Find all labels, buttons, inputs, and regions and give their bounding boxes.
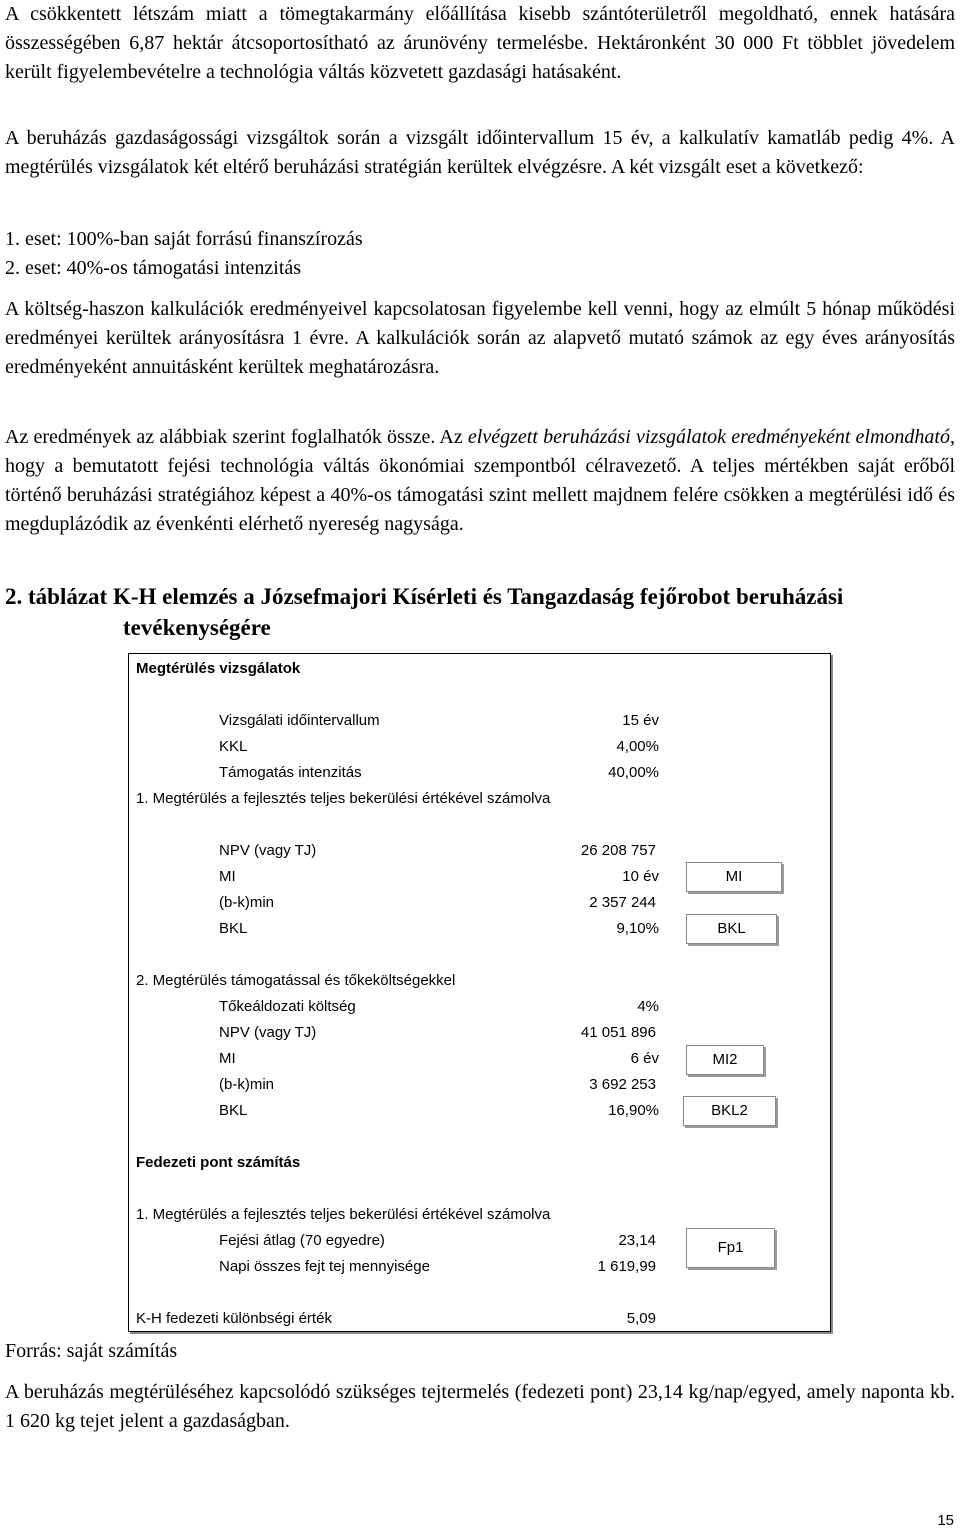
row-value: 26 208 757 [580,842,656,859]
row-value: 16,90% [608,1102,659,1119]
row-value: 10 év [622,868,659,885]
row-value: 23,14 [618,1232,656,1249]
row-value: 9,10% [616,920,659,937]
intro-paragraph: A csökkentett létszám miatt a tömegtakarmány előállítása kisebb szántóterületről megoldható, ennek hatására összességében 6,87 hektár átcsoportosítható az árunövény termelésbe. Hektáronként 30 000 Ft többlet jövedelem került figyelembevételre a technológia váltás közvetett gazdasági hatásaként. [5,3,955,83]
param-value: 40,00% [608,764,659,781]
row-label: NPV (vagy TJ) [219,1024,317,1041]
fp1-button[interactable]: Fp1 [686,1228,775,1268]
mi-button[interactable]: MI [686,862,782,892]
param-value: 15 év [622,712,659,729]
breakeven-header: Fedezeti pont számítás [136,1154,301,1171]
section3-title: 1. Megtérülés a fejlesztés teljes bekerülési értékével számolva [136,1206,551,1223]
diff-value: 5,09 [626,1310,656,1327]
row-label: MI [219,868,236,885]
conclusion-paragraph: A beruházás megtérüléséhez kapcsolódó szükséges tejtermelés (fedezeti pont) 23,14 kg/nap/egyed, amely naponta kb. 1 620 kg tejet jelent a gazdaságban. [5,1381,955,1432]
results-part2: , hogy a bemutatott fejési technológia váltás ökonómiai szempontból célravezető. A teljes mértékben saját erőből történő beruházási stratégiához képest a 40%-os támogatási szint mellett majdnem felére csökken a megtérülési idő és megduplázódik az évenkénti elérhető nyereség nagysága. [5,426,955,535]
row-label: BKL [219,1102,248,1119]
table-caption-line1: 2. táblázat K-H elemzés a Józsefmajori Kísérleti és Tangazdaság fejőrobot beruházási [5,584,844,609]
row-label: BKL [219,920,248,937]
row-label: Fejési átlag (70 egyedre) [219,1232,385,1249]
param-value: 4,00% [616,738,659,755]
table-caption-line2: tevékenységére [123,615,271,640]
param-label: Támogatás intenzitás [219,764,362,781]
results-part1: Az eredmények az alábbiak szerint foglalhatók össze. Az [5,426,468,448]
case-1: 1. eset: 100%-ban saját forrású finanszírozás [5,228,363,250]
table-caption [5,581,955,643]
case-2: 2. eset: 40%-os támogatási intenzitás [5,257,302,279]
row-label: (b-k)min [219,1076,274,1093]
row-value: 4% [637,998,659,1015]
payback-header: Megtérülés vizsgálatok [136,660,301,677]
row-value: 41 051 896 [580,1024,656,1041]
row-label: (b-k)min [219,894,274,911]
investment-paragraph: A beruházás gazdaságossági vizsgáltok során a vizsgált időintervallum 15 év, a kalkulatív kamatláb pedig 4%. A megtérülés vizsgálatok két eltérő beruházási stratégián kerültek elvégzésre. A két vizsgált eset a következő: [5,127,955,178]
results-paragraph [5,423,955,539]
calculation-sheet [128,653,831,1332]
row-value: 1 619,99 [597,1258,656,1275]
bkl2-button[interactable]: BKL2 [683,1096,776,1126]
section2-title: 2. Megtérülés támogatással és tőkeköltségekkel [136,972,456,989]
param-label: Vizsgálati időintervallum [219,712,380,729]
row-label: MI [219,1050,236,1067]
param-label: KKL [219,738,248,755]
row-value: 6 év [630,1050,659,1067]
row-label: NPV (vagy TJ) [219,842,317,859]
section1-title: 1. Megtérülés a fejlesztés teljes bekerülési értékével számolva [136,790,551,807]
mi2-button[interactable]: MI2 [686,1045,764,1075]
source-note: Forrás: saját számítás [5,1340,178,1362]
cost-benefit-paragraph: A költség-haszon kalkulációk eredményeivel kapcsolatosan figyelembe kell venni, hogy az elmúlt 5 hónap működési eredményei kerültek arányosításra 1 évre. A kalkulációk során az alapvető mutató számok az egy éves arányosítás eredményeként annuitásként kerültek meghatározásra. [5,298,955,378]
row-value: 2 357 244 [589,894,656,911]
row-value: 3 692 253 [589,1076,656,1093]
row-label: Napi összes fejt tej mennyisége [219,1258,430,1275]
results-emphasis: elvégzett beruházási vizsgálatok eredményeként elmondható [467,426,950,448]
row-label: Tőkeáldozati költség [219,998,356,1015]
diff-label: K-H fedezeti különbségi érték [136,1310,332,1327]
page-number: 15 [937,1512,954,1529]
bkl-button[interactable]: BKL [686,914,777,944]
